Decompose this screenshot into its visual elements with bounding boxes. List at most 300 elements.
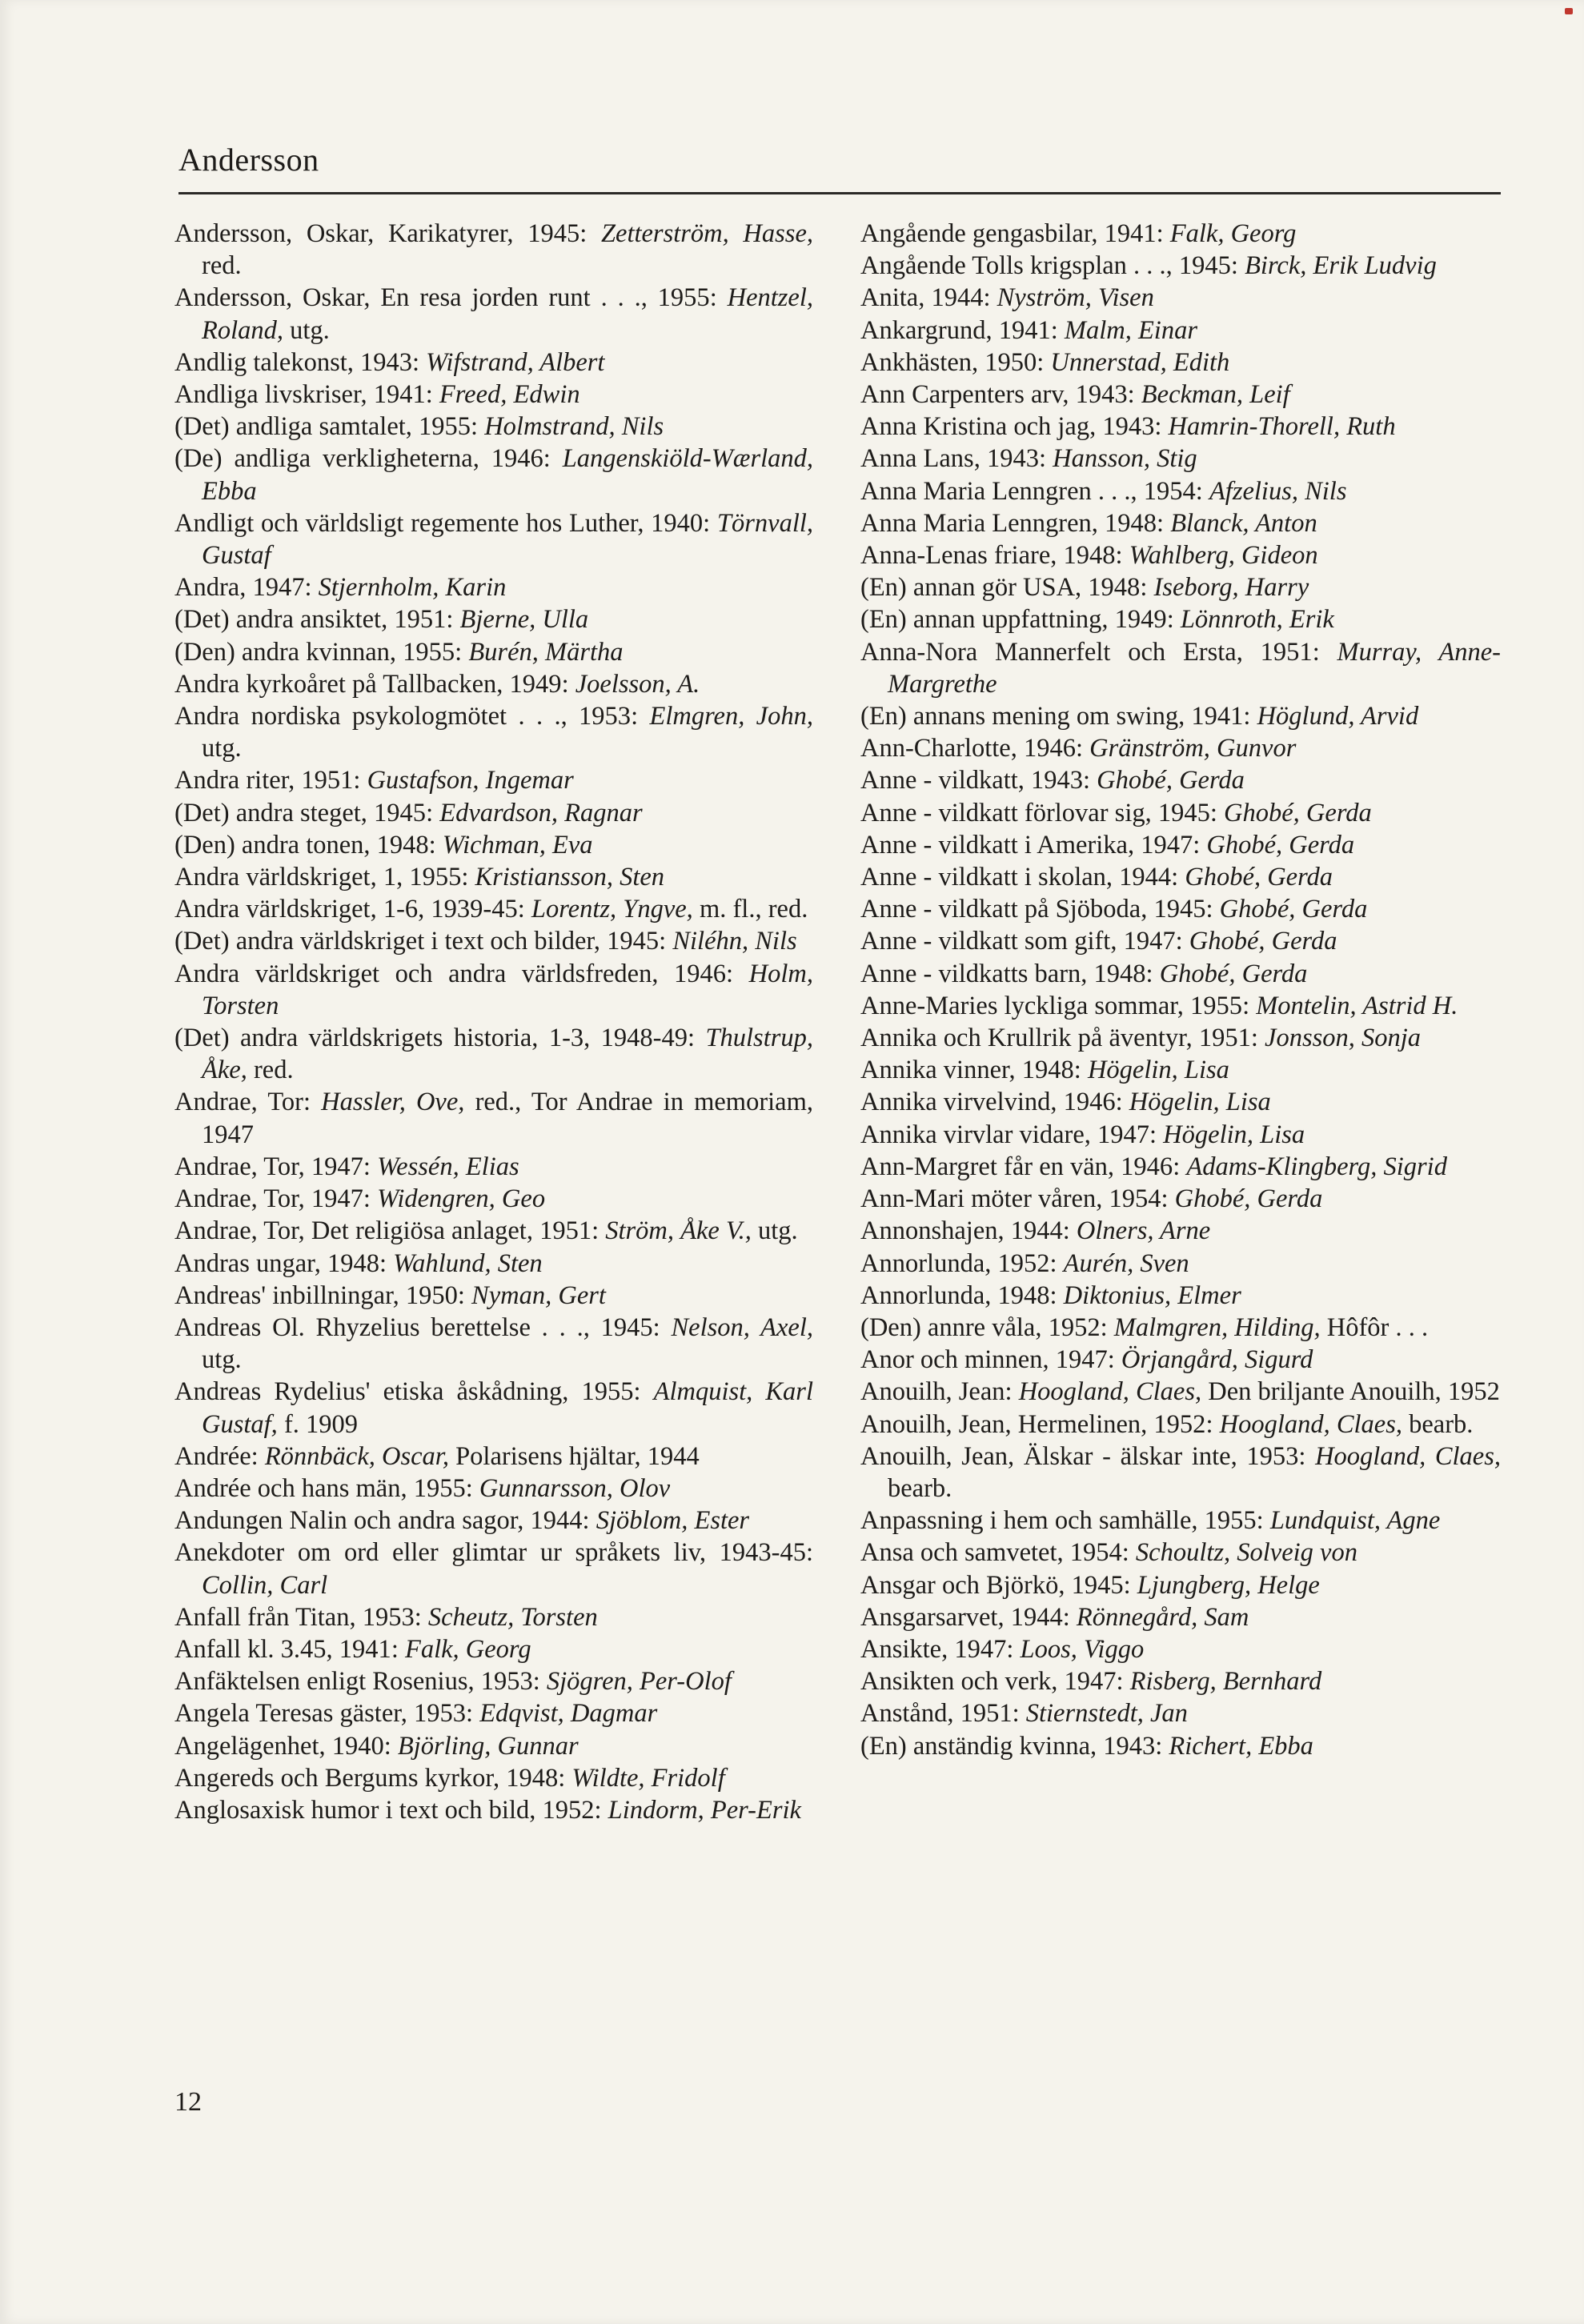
- entry-author: Rönnbäck, Oscar,: [264, 1441, 449, 1471]
- entry-title: Andra världskriget, 1-6, 1939-45: [174, 895, 518, 924]
- running-header: Andersson: [178, 142, 319, 178]
- index-entry: [860, 1183, 1501, 1215]
- entry-title: (Det) andliga samtalet, 1955: [174, 412, 471, 442]
- entry-author: Malmgren, Hilding,: [1113, 1312, 1321, 1342]
- entry-title: Anne-Maries lyckliga sommar, 1955: [860, 991, 1243, 1020]
- index-entry: [174, 1473, 813, 1505]
- entry-title: Anne - vildkatt som gift, 1947: [860, 927, 1176, 956]
- entry-author: Diktonius, Elmer: [1063, 1280, 1241, 1310]
- entry-title: Ansikte, 1947: [860, 1634, 1007, 1664]
- index-entry: [174, 1280, 813, 1312]
- entry-title: Andlig talekonst, 1943: [174, 347, 412, 377]
- entry-separator: :: [558, 1763, 572, 1793]
- entry-separator: :: [457, 1280, 472, 1310]
- entry-title: Angereds och Bergums kyrkor, 1948: [174, 1763, 559, 1793]
- entry-title: Anpassning i hem och samhälle, 1955: [860, 1506, 1257, 1536]
- entry-author: Björling, Gunnar: [397, 1731, 579, 1761]
- entry-separator: :: [379, 1248, 394, 1278]
- entry-author: Hassler, Ove,: [321, 1088, 465, 1117]
- index-entry: [860, 603, 1501, 635]
- entry-separator: :: [303, 1088, 322, 1117]
- index-entry: [860, 1312, 1501, 1344]
- header-rule: [178, 192, 1501, 194]
- entry-author: Edqvist, Dagmar: [479, 1699, 658, 1729]
- entry-title: Annika och Krullrik på äventyr, 1951: [860, 1024, 1251, 1053]
- entry-title: Andliga livskriser, 1941: [174, 380, 426, 410]
- entry-note: Den briljante Anouilh, 1952: [1208, 1377, 1500, 1407]
- entry-separator: :: [1006, 1634, 1021, 1664]
- entry-separator: :: [1155, 1731, 1169, 1761]
- entry-author: Scheutz, Torsten: [427, 1602, 598, 1632]
- entry-author: Ghobé, Gerda: [1224, 798, 1372, 827]
- entry-separator: :: [1156, 219, 1170, 248]
- entry-separator: :: [1171, 863, 1185, 892]
- entry-title: Annika virvelvind, 1946: [860, 1088, 1116, 1117]
- entry-author: Blanck, Anton: [1170, 508, 1317, 538]
- index-entry: [174, 829, 813, 861]
- entry-separator: :: [1050, 315, 1065, 345]
- entry-author: Lindorm, Per-Erik: [608, 1795, 801, 1825]
- index-entry: [860, 218, 1501, 250]
- entry-title: Anna Maria Lenngren, 1948: [860, 508, 1157, 538]
- index-entry: [174, 797, 813, 829]
- entry-author: Ghobé, Gerda: [1185, 863, 1333, 892]
- index-entry: [174, 636, 813, 668]
- entry-author: Lönnroth, Erik: [1180, 605, 1334, 635]
- index-entry: [860, 443, 1501, 475]
- index-entry: [860, 507, 1501, 539]
- entry-author: Richert, Ebba: [1169, 1731, 1313, 1761]
- entry-author: Högelin, Lisa: [1087, 1056, 1229, 1085]
- index-entry: [860, 1537, 1501, 1569]
- entry-title: Angela Teresas gäster, 1953: [174, 1699, 467, 1729]
- entry-separator: :: [1115, 1088, 1129, 1117]
- entry-title: Andra, 1947: [174, 573, 305, 603]
- entry-separator: :: [455, 637, 469, 667]
- index-entry: [860, 539, 1501, 571]
- entry-title: Annika vinner, 1948: [860, 1056, 1074, 1085]
- entry-title: Andra världskriget och andra världsfreden, 1946: [174, 959, 727, 988]
- index-entry: [860, 1086, 1501, 1118]
- entry-separator: :: [1083, 766, 1097, 795]
- entry-separator: :: [633, 1377, 654, 1407]
- index-entry: [174, 861, 813, 893]
- entry-title: Andra världskriget, 1, 1955: [174, 863, 462, 892]
- index-entry: [174, 411, 813, 443]
- entry-title: Andersson, Oskar, Karikatyrer, 1945: [174, 219, 580, 248]
- entry-author: Nyström, Visen: [997, 283, 1154, 313]
- entry-note: f. 1909: [283, 1409, 359, 1439]
- entry-author: Burén, Märtha: [468, 637, 624, 667]
- entry-note: red.: [202, 251, 242, 281]
- index-entry: [174, 1022, 813, 1086]
- entry-author: Collin, Carl: [202, 1570, 328, 1600]
- index-entry: [860, 797, 1501, 829]
- entry-author: Wichman, Eva: [442, 830, 593, 859]
- index-entry: [860, 282, 1501, 314]
- index-entry: [174, 1440, 813, 1473]
- entry-title: Anfäktelsen enligt Rosenius, 1953: [174, 1667, 533, 1697]
- entry-note: m. fl., red.: [699, 895, 808, 924]
- entry-author: Malm, Einar: [1064, 315, 1197, 345]
- entry-author: Unnerstad, Edith: [1050, 347, 1230, 377]
- index-entry: [174, 379, 813, 411]
- index-entry: [174, 958, 813, 1022]
- entry-author: Wahlund, Sten: [393, 1248, 543, 1278]
- entry-separator: :: [709, 283, 728, 313]
- entry-title: Angående Tolls krigsplan . . ., 1945: [860, 251, 1231, 281]
- entry-title: Andungen Nalin och andra sagor, 1944: [174, 1506, 583, 1536]
- entry-title: Andreas' inbillningar, 1950: [174, 1280, 458, 1310]
- index-entry: [860, 732, 1501, 764]
- entry-title: Anor och minnen, 1947: [860, 1345, 1108, 1375]
- entry-separator: :: [1121, 1538, 1136, 1568]
- index-entry: [174, 347, 813, 379]
- index-entry: [174, 1730, 813, 1762]
- index-entry: [174, 443, 813, 507]
- index-entry: [860, 700, 1501, 732]
- entry-separator: :: [703, 508, 717, 538]
- entry-title: (De) andliga verkligheterna, 1946: [174, 444, 543, 474]
- entry-separator: :: [353, 766, 367, 795]
- entry-title: (Den) andra tonen, 1948: [174, 830, 429, 859]
- index-entry: [860, 990, 1501, 1022]
- entry-separator: :: [1205, 1409, 1220, 1439]
- index-entry: [174, 1151, 813, 1183]
- entry-author: Stiernstedt, Jan: [1025, 1699, 1188, 1729]
- entry-title: Annika virvlar vidare, 1947: [860, 1120, 1150, 1149]
- entry-separator: :: [1127, 380, 1141, 410]
- index-entry: [174, 764, 813, 796]
- entry-title: Ann-Margret får en vän, 1946: [860, 1152, 1173, 1181]
- entry-title: (Det) andra steget, 1945: [174, 798, 427, 827]
- index-entry: [860, 347, 1501, 379]
- entry-title: Anna-Lenas friare, 1948: [860, 541, 1116, 571]
- entry-separator: :: [1154, 412, 1169, 442]
- index-entry: [174, 700, 813, 764]
- index-entry: [174, 1376, 813, 1440]
- entry-author: Afzelius, Nils: [1209, 476, 1347, 506]
- entry-author: Loos, Viggo: [1020, 1634, 1145, 1664]
- index-entry: [174, 1312, 813, 1376]
- entry-title: Anna Kristina och jag, 1943: [860, 412, 1155, 442]
- entry-author: Hansson, Stig: [1053, 444, 1197, 474]
- entry-title: Anna Lans, 1943: [860, 444, 1039, 474]
- entry-separator: :: [426, 798, 440, 827]
- entry-author: Wahlberg, Gideon: [1129, 541, 1318, 571]
- entry-author: Höglund, Arvid: [1257, 702, 1419, 731]
- entry-note: utg.: [758, 1216, 798, 1246]
- entry-separator: :: [1149, 1120, 1164, 1149]
- index-entry: [860, 379, 1501, 411]
- entry-author: Widengren, Geo: [377, 1184, 546, 1214]
- entry-author: Kristiansson, Sten: [475, 863, 665, 892]
- entry-separator: :: [1038, 444, 1053, 474]
- corner-mark: [1565, 8, 1573, 14]
- entry-author: Freed, Edwin: [439, 380, 580, 410]
- entry-separator: :: [1062, 1602, 1077, 1632]
- entry-title: Ansgarsarvet, 1944: [860, 1602, 1063, 1632]
- index-entry: [174, 1633, 813, 1665]
- index-entry: [860, 1665, 1501, 1697]
- entry-separator: :: [983, 283, 997, 313]
- entry-separator: :: [1123, 1570, 1137, 1600]
- entry-separator: :: [1012, 1699, 1026, 1729]
- entry-author: Ström, Åke V.,: [605, 1216, 752, 1246]
- entry-separator: :: [1250, 1024, 1265, 1053]
- index-entry: [860, 411, 1501, 443]
- entry-title: Anekdoter om ord eller glimtar ur språkets liv, 1943-45: [174, 1538, 806, 1568]
- index-entry: [174, 1665, 813, 1697]
- entry-separator: :: [251, 1441, 265, 1471]
- entry-title: Ann-Mari möter våren, 1954: [860, 1184, 1161, 1214]
- entry-separator: :: [652, 1312, 672, 1342]
- entry-title: Anfall kl. 3.45, 1941: [174, 1634, 391, 1664]
- entry-separator: :: [1298, 1441, 1316, 1471]
- index-entry: [860, 1054, 1501, 1086]
- entry-title: Anne - vildkatt i Amerika, 1947: [860, 830, 1193, 859]
- entry-author: Ljungberg, Helge: [1137, 1570, 1320, 1600]
- entry-author: Joelsson, A.: [575, 669, 700, 699]
- index-entry: [860, 1376, 1501, 1408]
- index-entry: [860, 1697, 1501, 1729]
- entry-author: Thulstrup, Åke,: [202, 1024, 813, 1085]
- entry-title: Andersson, Oskar, En resa jorden runt . . ., 1955: [174, 283, 710, 313]
- entry-separator: :: [461, 863, 475, 892]
- entry-separator: :: [412, 347, 427, 377]
- index-entry: [860, 1601, 1501, 1633]
- entry-author: Högelin, Lisa: [1163, 1120, 1305, 1149]
- entry-author: Ghobé, Gerda: [1189, 927, 1337, 956]
- entry-title: Anna-Nora Mannerfelt och Ersta, 1951: [860, 637, 1313, 667]
- entry-separator: :: [1075, 734, 1090, 763]
- entry-separator: :: [1049, 1248, 1064, 1278]
- entry-note: red.: [253, 1056, 294, 1085]
- entry-title: Ann-Charlotte, 1946: [860, 734, 1076, 763]
- entry-title: Anna Maria Lenngren . . ., 1954: [860, 476, 1196, 506]
- entry-separator: :: [726, 959, 749, 988]
- entry-author: Beckman, Leif: [1141, 380, 1290, 410]
- entry-title: (Det) andra världskrigets historia, 1-3, 1948-49: [174, 1024, 688, 1053]
- entry-title: Anne - vildkatt förlovar sig, 1945: [860, 798, 1210, 827]
- entry-separator: :: [1175, 927, 1189, 956]
- entry-title: Andrae, Tor, 1947: [174, 1152, 363, 1181]
- index-entry: [860, 1505, 1501, 1537]
- entry-title: Andreas Rydelius' etiska åskådning, 1955: [174, 1377, 634, 1407]
- entry-title: Ansikten och verk, 1947: [860, 1667, 1117, 1697]
- index-entry: [860, 1569, 1501, 1601]
- entry-separator: :: [1312, 637, 1337, 667]
- entry-title: Anne - vildkatt på Sjöboda, 1945: [860, 895, 1206, 924]
- entry-separator: :: [1005, 1377, 1019, 1407]
- entry-author: Stjernholm, Karin: [318, 573, 507, 603]
- entry-author: Schoultz, Solveig von: [1135, 1538, 1357, 1568]
- entry-author: Falk, Georg: [404, 1634, 531, 1664]
- entry-separator: :: [428, 830, 443, 859]
- entry-author: Gunnarsson, Olov: [479, 1473, 671, 1503]
- entry-title: Andrae, Tor: [174, 1088, 303, 1117]
- entry-note: Polarisens hjältar, 1944: [455, 1441, 700, 1471]
- entry-author: Sjögren, Per-Olof: [546, 1667, 732, 1697]
- entry-note: Hôfôr . . .: [1326, 1312, 1429, 1342]
- entry-author: Hamrin-Thorell, Ruth: [1168, 412, 1396, 442]
- entry-title: Andrae, Tor, Det religiösa anlaget, 1951: [174, 1216, 592, 1246]
- entry-author: Falk, Georg: [1169, 219, 1297, 248]
- entry-separator: :: [1157, 508, 1171, 538]
- entry-author: Holm, Torsten: [202, 959, 814, 1020]
- entry-separator: :: [1173, 1152, 1187, 1181]
- entry-title: Ansgar och Björkö, 1945: [860, 1570, 1124, 1600]
- entry-separator: :: [1145, 959, 1160, 988]
- entry-author: Gustafson, Ingemar: [367, 766, 574, 795]
- index-entry: [860, 764, 1501, 796]
- index-entry: [860, 958, 1501, 990]
- entry-separator: :: [594, 1795, 608, 1825]
- entry-title: (Den) annre våla, 1952: [860, 1312, 1101, 1342]
- entry-author: Edvardson, Ragnar: [439, 798, 643, 827]
- entry-author: Gränström, Gunvor: [1089, 734, 1297, 763]
- entry-note: utg.: [202, 734, 242, 763]
- entry-author: Bjerne, Ulla: [459, 605, 589, 635]
- entry-note: bearb.: [1409, 1409, 1474, 1439]
- entry-title: Anouilh, Jean: [860, 1377, 1005, 1407]
- entry-title: (En) annan gör USA, 1948: [860, 573, 1141, 603]
- entry-author: Ghobé, Gerda: [1159, 959, 1308, 988]
- entry-title: Anita, 1944: [860, 283, 984, 313]
- index-entry: [174, 1537, 813, 1601]
- index-entry: [860, 1440, 1501, 1505]
- index-entry: [860, 1344, 1501, 1376]
- entry-title: Andra nordiska psykologmötet . . ., 1953: [174, 702, 632, 731]
- entry-separator: :: [1037, 347, 1051, 377]
- entry-title: Ankargrund, 1941: [860, 315, 1051, 345]
- entry-author: Jonsson, Sonja: [1265, 1024, 1422, 1053]
- index-entry: [174, 893, 813, 925]
- entry-author: Aurén, Sven: [1063, 1248, 1189, 1278]
- index-entry: [860, 1215, 1501, 1247]
- entry-author: Almquist, Karl Gustaf,: [202, 1377, 813, 1439]
- index-entry: [174, 1248, 813, 1280]
- entry-title: Ann Carpenters arv, 1943: [860, 380, 1128, 410]
- index-entry: [174, 1505, 813, 1537]
- entry-separator: :: [391, 1634, 405, 1664]
- index-entry: [860, 925, 1501, 957]
- entry-title: Anouilh, Jean, Älskar - älskar inte, 1953: [860, 1441, 1299, 1471]
- entry-title: Andrée och hans män, 1955: [174, 1473, 466, 1503]
- entry-separator: :: [543, 444, 563, 474]
- index-entry: [174, 218, 813, 282]
- entry-title: Annorlunda, 1948: [860, 1280, 1050, 1310]
- entry-separator: :: [579, 219, 601, 248]
- index-entry: [174, 1086, 813, 1150]
- entry-separator: :: [517, 895, 531, 924]
- entry-title: (En) anständig kvinna, 1943: [860, 1731, 1156, 1761]
- entry-author: Törnvall, Gustaf: [202, 508, 814, 571]
- index-entry: [860, 829, 1501, 861]
- index-entry: [860, 1248, 1501, 1280]
- entry-author: Hoogland, Claes,: [1219, 1409, 1402, 1439]
- entry-separator: :: [363, 1152, 378, 1181]
- entry-author: Hoogland, Claes,: [1315, 1441, 1501, 1471]
- index-entry: [860, 1022, 1501, 1054]
- entry-author: Sjöblom, Ester: [596, 1506, 750, 1536]
- index-entry: [174, 668, 813, 700]
- index-entry: [174, 603, 813, 635]
- entry-separator: :: [1166, 605, 1181, 635]
- entry-author: Olners, Arne: [1076, 1216, 1211, 1246]
- entry-separator: :: [1115, 541, 1129, 571]
- index-entry: [860, 475, 1501, 507]
- entry-separator: :: [1256, 1506, 1270, 1536]
- index-entry: [860, 893, 1501, 925]
- entry-author: Rönnegård, Sam: [1076, 1602, 1249, 1632]
- entry-author: Örjangård, Sigurd: [1121, 1345, 1313, 1375]
- index-entry: [174, 1762, 813, 1794]
- entry-title: (Det) andra ansiktet, 1951: [174, 605, 447, 635]
- entry-author: Wifstrand, Albert: [426, 347, 605, 377]
- entry-author: Adams-Klingberg, Sigrid: [1186, 1152, 1447, 1181]
- entry-author: Langenskiöld-Wærland, Ebba: [202, 444, 813, 506]
- entry-title: Ansa och samvetet, 1954: [860, 1538, 1122, 1568]
- entry-author: Zetterström, Hasse,: [600, 219, 814, 248]
- index-entry: [174, 282, 813, 346]
- entry-separator: :: [1049, 1280, 1064, 1310]
- index-entry: [174, 571, 813, 603]
- entry-title: Andra kyrkoåret på Tallbacken, 1949: [174, 669, 562, 699]
- index-entry: [860, 1280, 1501, 1312]
- left-column: [174, 218, 813, 1826]
- entry-title: (En) annans mening om swing, 1941: [860, 702, 1244, 731]
- entry-separator: :: [631, 702, 650, 731]
- index-entry: [860, 1151, 1501, 1183]
- index-entry: [860, 636, 1501, 700]
- entry-author: Nelson, Axel,: [671, 1312, 813, 1342]
- index-entry: [860, 1119, 1501, 1151]
- entry-separator: :: [1230, 251, 1245, 281]
- entry-author: Ghobé, Gerda: [1219, 895, 1368, 924]
- entry-separator: :: [1242, 991, 1257, 1020]
- index-entry: [174, 1601, 813, 1633]
- entry-note: red., Tor Andrae in memoriam, 1947: [202, 1088, 814, 1149]
- entry-title: Anstånd, 1951: [860, 1699, 1013, 1729]
- entry-separator: :: [805, 1538, 813, 1568]
- entry-separator: :: [465, 1473, 479, 1503]
- index-entry: [174, 1794, 813, 1826]
- entry-title: (Det) andra världskriget i text och bilder, 1945: [174, 927, 660, 956]
- entry-title: Andreas Ol. Rhyzelius berettelse . . ., 1945: [174, 1312, 653, 1342]
- entry-title: Annorlunda, 1952: [860, 1248, 1050, 1278]
- entry-separator: :: [591, 1216, 606, 1246]
- index-entry: [860, 250, 1501, 282]
- entry-note: utg.: [290, 315, 330, 345]
- entry-separator: :: [1195, 476, 1209, 506]
- entry-separator: :: [659, 927, 673, 956]
- entry-note: bearb.: [888, 1473, 952, 1503]
- entry-title: Angelägenhet, 1940: [174, 1731, 384, 1761]
- entry-separator: :: [1209, 798, 1225, 827]
- entry-separator: :: [1100, 1312, 1114, 1342]
- entry-separator: :: [1161, 1184, 1175, 1214]
- entry-author: Ghobé, Gerda: [1097, 766, 1245, 795]
- entry-author: Wildte, Fridolf: [571, 1763, 725, 1793]
- entry-title: Annonshajen, 1944: [860, 1216, 1063, 1246]
- entry-title: Andras ungar, 1948: [174, 1248, 379, 1278]
- entry-separator: :: [1140, 573, 1154, 603]
- entry-separator: :: [363, 1184, 378, 1214]
- entry-author: Wessén, Elias: [377, 1152, 519, 1181]
- index-entry: [174, 1697, 813, 1729]
- entry-author: Ghobé, Gerda: [1206, 830, 1355, 859]
